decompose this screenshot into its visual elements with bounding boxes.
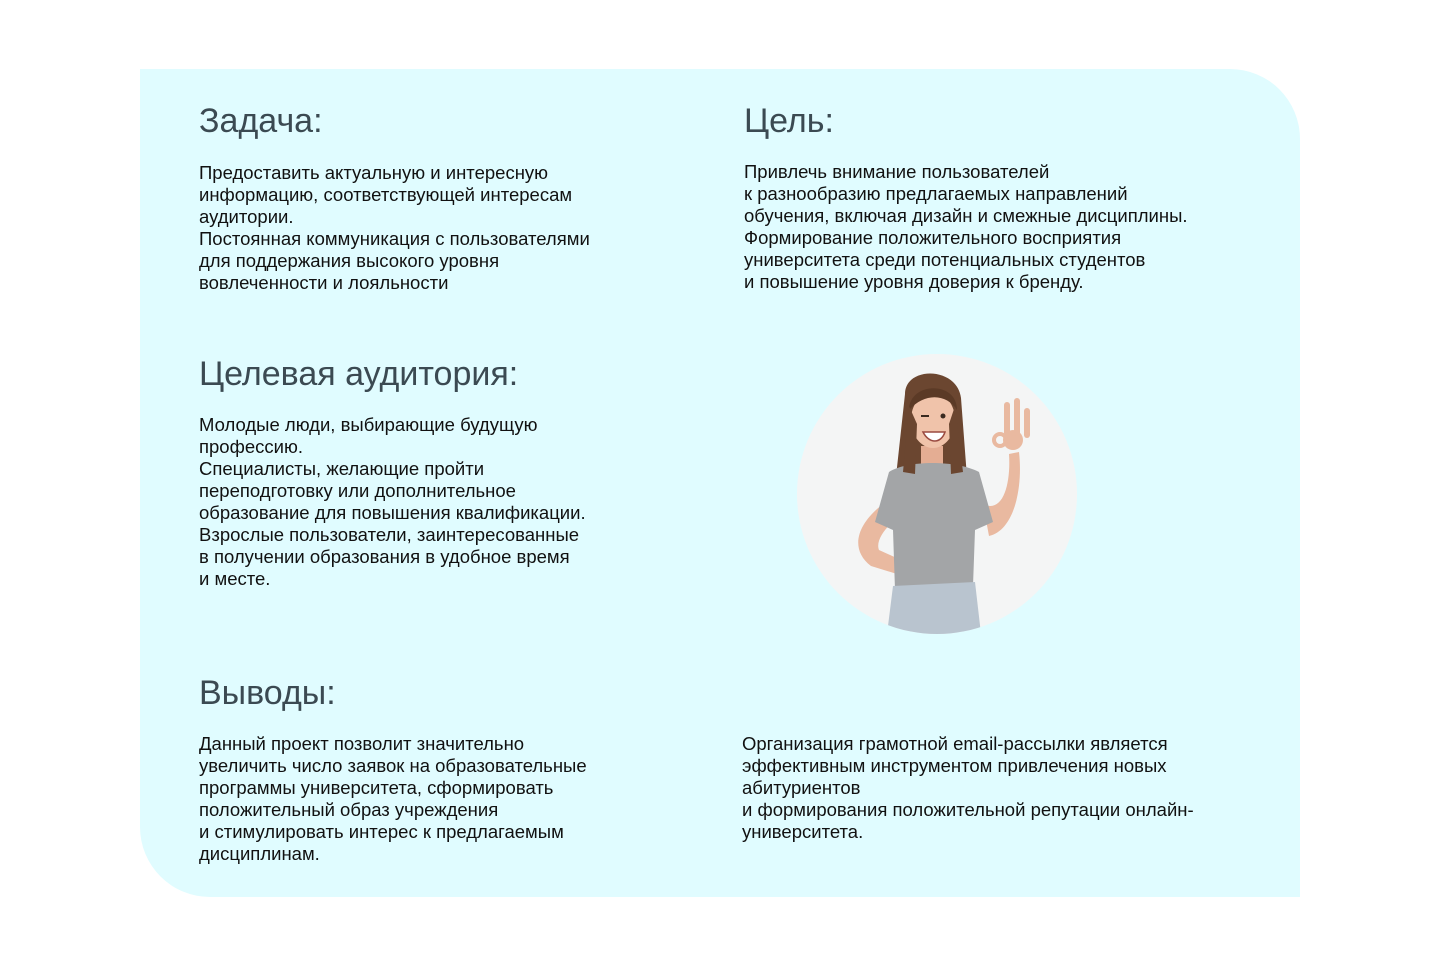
- task-line: для поддержания высокого уровня: [199, 250, 500, 271]
- task-text: [199, 162, 590, 294]
- conclusions-left-text: [199, 733, 587, 865]
- task-line: Постоянная коммуникация с пользователями: [199, 228, 590, 249]
- task-line: Предоставить актуальную и интересную: [199, 162, 549, 183]
- conclusions-right-line: университета.: [742, 821, 864, 842]
- conclusions-right-line: абитуриентов: [742, 777, 861, 798]
- conclusions-left-line: Данный проект позволит значительно: [199, 733, 525, 754]
- woman-ok-gesture-photo: [797, 354, 1077, 634]
- goal-line: Формирование положительного восприятия: [744, 227, 1122, 248]
- goal-line: университета среди потенциальных студентов: [744, 249, 1146, 270]
- audience-line: Специалисты, желающие пройти: [199, 458, 485, 479]
- audience-text: [199, 414, 586, 590]
- conclusions-right-text: [742, 733, 1194, 843]
- task-heading: Задача:: [199, 102, 323, 140]
- audience-line: в получении образования в удобное время: [199, 546, 570, 567]
- conclusions-left-line: и стимулировать интерес к предлагаемым: [199, 821, 564, 842]
- audience-line: Взрослые пользователи, заинтересованные: [199, 524, 580, 545]
- conclusions-heading: Выводы:: [199, 674, 336, 712]
- conclusions-right-line: и формирования положительной репутации онлайн-: [742, 799, 1194, 820]
- task-line: вовлеченности и лояльности: [199, 272, 449, 293]
- conclusions-left-line: программы университета, сформировать: [199, 777, 554, 798]
- task-line: информацию, соответствующей интересам: [199, 184, 573, 205]
- conclusions-left-line: положительный образ учреждения: [199, 799, 499, 820]
- woman-illustration-icon: [797, 354, 1077, 634]
- audience-line: образование для повышения квалификации.: [199, 502, 586, 523]
- task-line: аудитории.: [199, 206, 294, 227]
- conclusions-left-line: увеличить число заявок на образовательные: [199, 755, 587, 776]
- audience-line: переподготовку или дополнительное: [199, 480, 516, 501]
- goal-line: Привлечь внимание пользователей: [744, 161, 1050, 182]
- conclusions-right-line: Организация грамотной email-рассылки является: [742, 733, 1168, 754]
- conclusions-right-line: эффективным инструментом привлечения новых: [742, 755, 1167, 776]
- goal-text: [744, 161, 1188, 293]
- audience-heading: Целевая аудитория:: [199, 355, 519, 393]
- goal-line: к разнообразию предлагаемых направлений: [744, 183, 1128, 204]
- goal-line: и повышение уровня доверия к бренду.: [744, 271, 1084, 292]
- audience-line: профессию.: [199, 436, 303, 457]
- goal-heading: Цель:: [744, 102, 834, 140]
- conclusions-left-line: дисциплинам.: [199, 843, 320, 864]
- audience-line: Молодые люди, выбирающие будущую: [199, 414, 538, 435]
- goal-line: обучения, включая дизайн и смежные дисциплины.: [744, 205, 1188, 226]
- audience-line: и месте.: [199, 568, 271, 589]
